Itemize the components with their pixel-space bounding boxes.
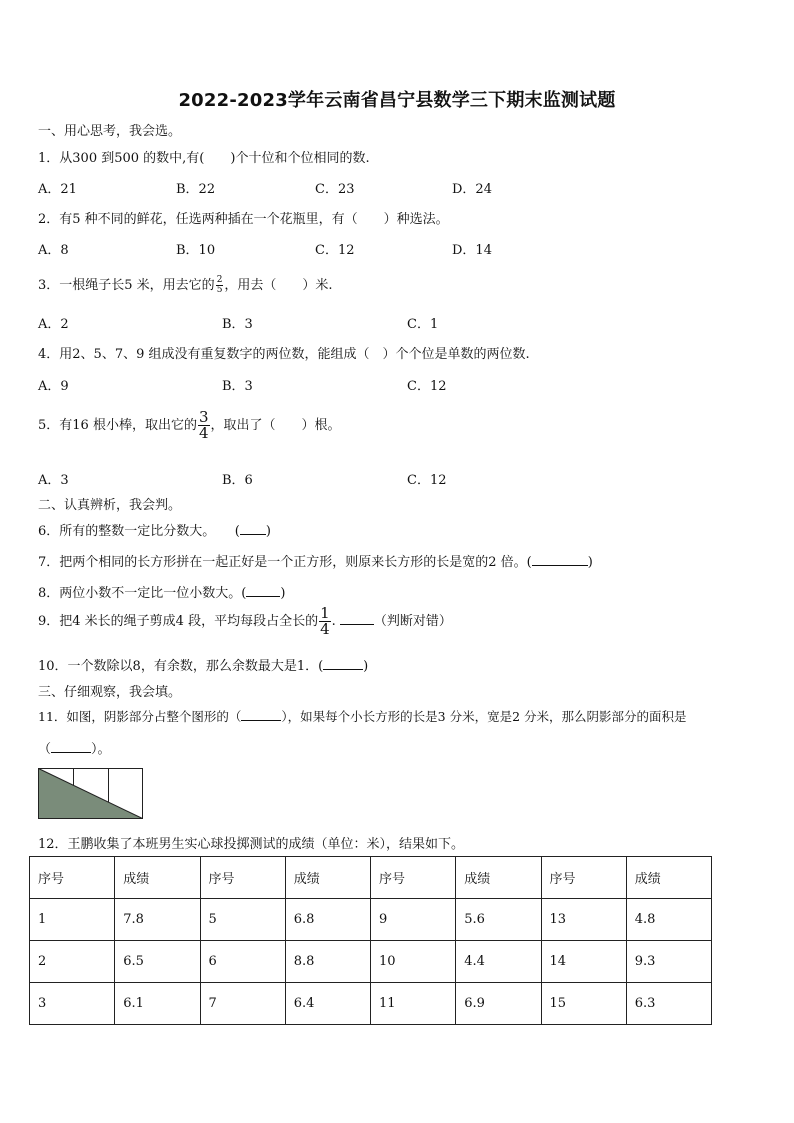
table-cell: 15 bbox=[541, 983, 626, 1025]
table-cell: 9 bbox=[371, 899, 456, 941]
table-cell: 6 bbox=[200, 941, 285, 983]
question-11-line-2 bbox=[38, 738, 111, 757]
q6-text: 6．所有的整数一定比分数大。 ( bbox=[38, 524, 240, 539]
table-cell: 13 bbox=[541, 899, 626, 941]
q11-text-c: （ bbox=[38, 742, 52, 757]
table-cell: 6.4 bbox=[285, 983, 370, 1025]
q3-option-b: B．3 bbox=[222, 317, 253, 332]
q5-text-pre: 5．有16 根小棒，取出它的 bbox=[38, 418, 197, 433]
q5-fraction bbox=[198, 410, 210, 441]
q5-option-b: B．6 bbox=[222, 473, 253, 488]
q8-text-post: ) bbox=[280, 586, 286, 601]
table-cell: 6.5 bbox=[115, 941, 200, 983]
q9-text-pre: 9．把4 米长的绳子剪成4 段，平均每段占全长的 bbox=[38, 614, 319, 629]
q11-answer-blank-2[interactable] bbox=[51, 741, 91, 753]
table-cell: 8.8 bbox=[285, 941, 370, 983]
table-row bbox=[30, 899, 712, 941]
table-cell: 2 bbox=[30, 941, 115, 983]
section-heading-3: 三、仔细观察，我会填。 bbox=[38, 685, 182, 700]
q5-option-a: A．3 bbox=[38, 473, 69, 488]
question-12: 12．王鹏收集了本班男生实心球投掷测试的成绩（单位：米），结果如下。 bbox=[38, 837, 465, 852]
question-1: 1．从300 到500 的数中,有( )个十位和个位相同的数. bbox=[38, 151, 370, 166]
table-cell: 4.8 bbox=[626, 899, 711, 941]
table-header-cell: 序号 bbox=[371, 857, 456, 899]
table-header-cell: 成绩 bbox=[285, 857, 370, 899]
q8-answer-blank[interactable] bbox=[246, 585, 280, 597]
q1-option-c: C．23 bbox=[315, 182, 355, 197]
q5-fraction-numerator: 3 bbox=[198, 408, 209, 426]
q2-option-d: D．14 bbox=[452, 243, 492, 258]
q3-fraction-numerator: 2 bbox=[216, 275, 223, 285]
table-cell: 9.3 bbox=[626, 941, 711, 983]
q7-text-post: ) bbox=[587, 555, 593, 570]
scores-table bbox=[29, 856, 712, 1025]
table-cell: 10 bbox=[371, 941, 456, 983]
question-11-line-1 bbox=[38, 707, 687, 725]
table-header-cell: 序号 bbox=[200, 857, 285, 899]
table-cell: 5 bbox=[200, 899, 285, 941]
q5-fraction-denominator: 4 bbox=[198, 424, 209, 442]
q3-option-a: A．2 bbox=[38, 317, 69, 332]
q3-fraction bbox=[216, 276, 224, 295]
q10-text: 10．一个数除以8，有余数，那么余数最大是1．( bbox=[38, 659, 324, 674]
q11-answer-blank-1[interactable] bbox=[241, 709, 281, 721]
q6-answer-blank[interactable] bbox=[240, 523, 266, 535]
q5-option-c: C．12 bbox=[407, 473, 447, 488]
table-cell: 4.4 bbox=[456, 941, 541, 983]
q8-text: 8．两位小数不一定比一位小数大。( bbox=[38, 586, 247, 601]
question-4: 4．用2、5、7、9 组成没有重复数字的两位数，能组成（ ）个个位是单数的两位数. bbox=[38, 347, 530, 362]
question-2: 2．有5 种不同的鲜花，任选两种插在一个花瓶里，有（ ）种选法。 bbox=[38, 212, 449, 227]
q10-answer-blank[interactable] bbox=[323, 658, 363, 670]
q10-text-post: ) bbox=[363, 659, 369, 674]
table-header-cell: 序号 bbox=[541, 857, 626, 899]
table-cell: 7 bbox=[200, 983, 285, 1025]
q11-text-d: ）。 bbox=[91, 742, 111, 757]
table-header-cell: 成绩 bbox=[456, 857, 541, 899]
table-cell: 7.8 bbox=[115, 899, 200, 941]
section-heading-2: 二、认真辨析，我会判。 bbox=[38, 498, 182, 513]
table-row bbox=[30, 983, 712, 1025]
section-heading-1: 一、用心思考，我会选。 bbox=[38, 124, 182, 139]
q11-text-a: 11．如图，阴影部分占整个图形的（ bbox=[38, 709, 242, 724]
table-cell: 6.3 bbox=[626, 983, 711, 1025]
q3-option-c: C．1 bbox=[407, 317, 439, 332]
table-header-cell: 序号 bbox=[30, 857, 115, 899]
page-title: 2022-2023学年云南省昌宁县数学三下期末监测试题 bbox=[178, 90, 616, 111]
table-header-cell: 成绩 bbox=[626, 857, 711, 899]
q11-figure bbox=[38, 768, 148, 820]
table-cell: 1 bbox=[30, 899, 115, 941]
q2-option-c: C．12 bbox=[315, 243, 355, 258]
q3-fraction-denominator: 5 bbox=[216, 285, 223, 295]
q4-option-a: A．9 bbox=[38, 379, 69, 394]
question-6 bbox=[38, 520, 271, 539]
table-cell: 6.1 bbox=[115, 983, 200, 1025]
q9-text-post: （判断对错） bbox=[373, 614, 452, 629]
q7-text: 7．把两个相同的长方形拼在一起正好是一个正方形，则原来长方形的长是宽的2 倍。( bbox=[38, 555, 532, 570]
question-8 bbox=[38, 582, 285, 601]
q5-text-post: ，取出了（ ）根。 bbox=[210, 418, 341, 433]
q9-text-mid: . bbox=[331, 614, 336, 629]
q4-option-b: B．3 bbox=[222, 379, 253, 394]
q4-option-c: C．12 bbox=[407, 379, 447, 394]
q7-answer-blank[interactable] bbox=[532, 554, 588, 566]
question-9 bbox=[38, 606, 452, 637]
q9-fraction-denominator: 4 bbox=[320, 620, 330, 638]
table-row bbox=[30, 941, 712, 983]
q6-text-post: ) bbox=[265, 524, 271, 539]
q3-text-post: ，用去（ ）米. bbox=[224, 278, 333, 293]
q9-fraction-numerator: 1 bbox=[320, 604, 330, 622]
q1-option-a: A．21 bbox=[38, 182, 77, 197]
table-cell: 14 bbox=[541, 941, 626, 983]
table-header-cell: 成绩 bbox=[115, 857, 200, 899]
q1-option-b: B．22 bbox=[176, 182, 216, 197]
table-cell: 6.9 bbox=[456, 983, 541, 1025]
q3-text-pre: 3．一根绳子长5 米，用去它的 bbox=[38, 278, 215, 293]
question-7 bbox=[38, 551, 593, 570]
q9-fraction bbox=[319, 606, 331, 637]
question-10 bbox=[38, 655, 368, 674]
table-cell: 5.6 bbox=[456, 899, 541, 941]
q2-option-a: A．8 bbox=[38, 243, 69, 258]
table-cell: 11 bbox=[371, 983, 456, 1025]
q11-text-b: ），如果每个小长方形的长是3 分米，宽是2 分米，那么阴影部分的面积是 bbox=[281, 709, 687, 724]
q1-option-d: D．24 bbox=[452, 182, 492, 197]
question-5 bbox=[38, 410, 341, 441]
q9-answer-blank[interactable] bbox=[340, 613, 374, 625]
table-cell: 6.8 bbox=[285, 899, 370, 941]
question-3 bbox=[38, 274, 333, 295]
table-header-row bbox=[30, 857, 712, 899]
table-cell: 3 bbox=[30, 983, 115, 1025]
q2-option-b: B．10 bbox=[176, 243, 216, 258]
